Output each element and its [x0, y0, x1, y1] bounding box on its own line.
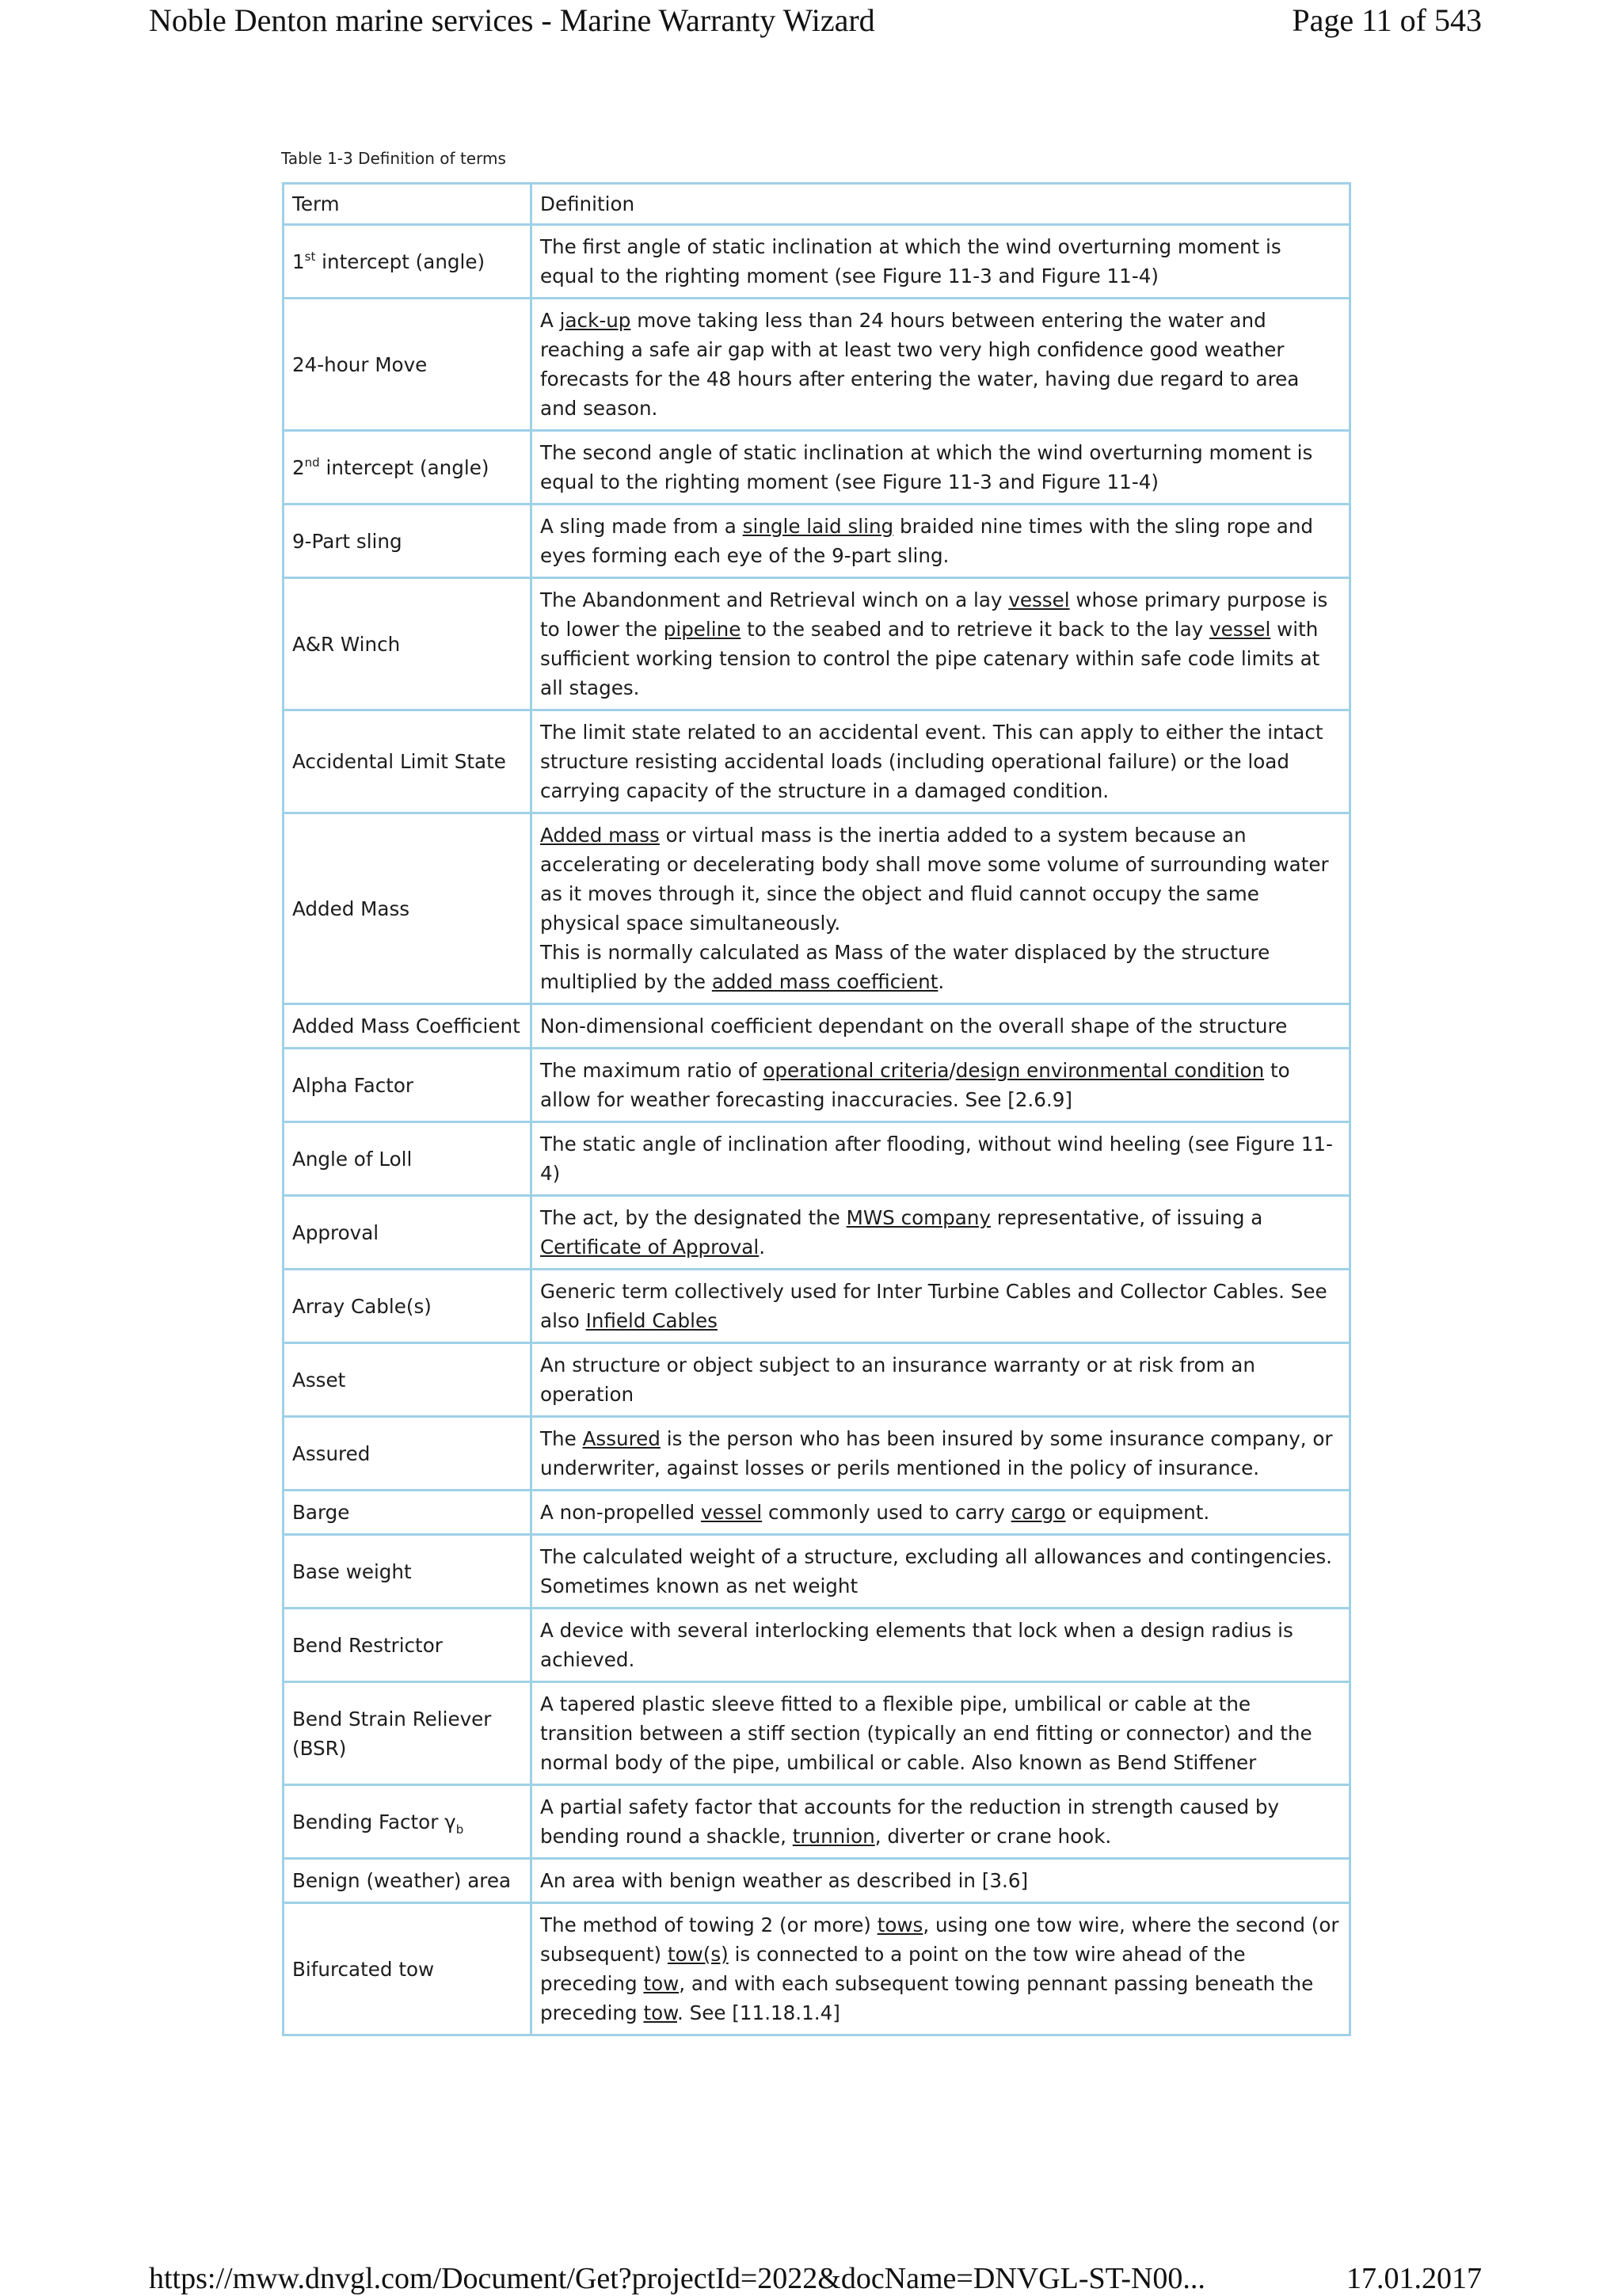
cross-reference-link[interactable]: Added mass [540, 824, 660, 847]
definition-cell [532, 1270, 1349, 1342]
text-segment: to the seabed and to retrieve it back to the lay [741, 618, 1210, 641]
text-segment: Added Mass [292, 897, 410, 920]
text-segment: A non-propelled [540, 1501, 701, 1524]
text-segment: The Abandonment and Retrieval winch on a lay [540, 588, 1009, 611]
text-segment: The limit state related to an accidental event. This can apply to either the intact structure resisting accidental loads (including operational failure) or the load carrying capacity of the structure in a damaged condition. [540, 721, 1323, 802]
cross-reference-link[interactable]: tow [643, 1972, 680, 1995]
cross-reference-link[interactable]: tow [643, 2001, 677, 2024]
footer-url: https://mww.dnvgl.com/Document/Get?projectId=2022&docName=DNVGL-ST-N00... [149, 2262, 1205, 2295]
text-segment: The method of towing 2 (or more) [540, 1913, 878, 1936]
table-row [284, 1491, 1349, 1533]
text-segment: . [759, 1236, 766, 1258]
definition-cell [532, 1860, 1349, 1902]
term-cell [284, 1609, 530, 1681]
text-segment: The static angle of inclination after flooding, without wind heeling (see Figure 11-4) [540, 1133, 1333, 1185]
text-segment: Alpha Factor [292, 1073, 414, 1097]
text-segment: Assured [292, 1441, 371, 1465]
term-cell [284, 1049, 530, 1121]
cross-reference-link[interactable]: trunnion [792, 1825, 875, 1848]
definition-cell [532, 1786, 1349, 1857]
definition-cell [532, 299, 1349, 429]
definition-cell [532, 579, 1349, 709]
cross-reference-link[interactable]: tow(s) [667, 1943, 729, 1966]
table-row [284, 1123, 1349, 1194]
subscript-text: b [455, 1822, 464, 1837]
term-cell [284, 1904, 530, 2034]
text-segment: Angle of Loll [292, 1147, 413, 1171]
definition-cell [532, 1123, 1349, 1194]
text-segment: A&R Winch [292, 632, 401, 656]
footer-date: 17.01.2017 [1346, 2262, 1482, 2295]
cross-reference-link[interactable]: MWS company [846, 1206, 991, 1229]
definition-table [282, 182, 1351, 2036]
text-segment: Barge [292, 1501, 350, 1524]
text-segment: The second angle of static inclination at which the wind overturning moment is equal to the righting moment (see Figure 11-3 and Figure 11-4) [540, 441, 1313, 493]
cross-reference-link[interactable]: Assured [582, 1427, 661, 1450]
term-cell [284, 226, 530, 297]
definition-table-body [284, 185, 1349, 2034]
cross-reference-link[interactable]: Infield Cables [585, 1309, 718, 1332]
text-segment: whose primary purpose is to lower the [540, 588, 1328, 641]
table-row [284, 711, 1349, 812]
term-cell [284, 432, 530, 503]
table-row [284, 1197, 1349, 1268]
definition-cell [532, 1418, 1349, 1489]
term-cell [284, 1536, 530, 1607]
text-segment: Non-dimensional coefficient dependant on the overall shape of the structure [540, 1015, 1288, 1038]
term-cell [284, 711, 530, 812]
definition-cell [532, 814, 1349, 1003]
definition-cell [532, 1491, 1349, 1533]
table-row [284, 814, 1349, 1003]
text-segment: The first angle of static inclination at which the wind overturning moment is equal to the righting moment (see Figure 11-3 and Figure 11-4) [540, 235, 1281, 287]
text-segment: A [540, 309, 560, 332]
definition-cell [532, 432, 1349, 503]
definition-cell [532, 1005, 1349, 1047]
table-caption: Table 1-3 Definition of terms [281, 149, 506, 168]
text-segment: The [540, 1427, 583, 1450]
definition-cell [532, 1536, 1349, 1607]
text-segment: An structure or object subject to an insurance warranty or at risk from an operation [540, 1354, 1255, 1406]
cross-reference-link[interactable]: vessel [1209, 618, 1271, 641]
text-segment: A tapered plastic sleeve fitted to a flexible pipe, umbilical or cable at the transition between a stiff section (typically an end fitting or connector) and the normal body of the pipe, umbilical or cable. Also known as Bend Stiffener [540, 1692, 1312, 1774]
text-segment: Bend Restrictor [292, 1633, 443, 1657]
text-segment: The maximum ratio of [540, 1059, 763, 1082]
table-row [284, 1786, 1349, 1857]
definition-cell [532, 1683, 1349, 1784]
text-segment: . [938, 970, 945, 993]
cross-reference-link[interactable]: jack-up [559, 309, 631, 332]
text-segment: Asset [292, 1368, 346, 1392]
term-cell [284, 1005, 530, 1047]
cross-reference-link[interactable]: design environmental condition [955, 1059, 1265, 1082]
cross-reference-link[interactable]: tows [877, 1913, 923, 1936]
text-segment: 2 [292, 455, 305, 479]
superscript-text: st [304, 249, 316, 264]
term-cell [284, 1123, 530, 1194]
cross-reference-link[interactable]: vessel [700, 1501, 763, 1524]
text-segment: is connected to a point on the tow wire ahead of the preceding [540, 1943, 1246, 1995]
text-segment: Array Cable(s) [292, 1294, 432, 1318]
term-cell [284, 814, 530, 1003]
text-segment: A partial safety factor that accounts for the reduction in strength caused by bending round a shackle, [540, 1795, 1280, 1848]
table-header-row [284, 185, 1349, 223]
text-segment: move taking less than 24 hours between entering the water and reaching a safe air gap with at least two very high confidence good weather forecasts for the 48 hours after entering the water, having due regard to area and season. [540, 309, 1300, 420]
text-segment: commonly used to carry [762, 1501, 1011, 1524]
definition-cell [532, 505, 1349, 577]
text-segment: Bifurcated tow [292, 1957, 435, 1981]
page-header [0, 0, 1622, 48]
term-cell [284, 1683, 530, 1784]
term-cell [284, 505, 530, 577]
table-row [284, 579, 1349, 709]
text-segment: , diverter or crane hook. [874, 1825, 1112, 1848]
table-row [284, 299, 1349, 429]
definition-cell [532, 226, 1349, 297]
term-cell [284, 1786, 530, 1857]
table-row [284, 432, 1349, 503]
text-segment: intercept (angle) [315, 249, 485, 273]
term-cell [284, 1344, 530, 1415]
text-segment: A device with several interlocking elements that lock when a design radius is achieved. [540, 1619, 1293, 1671]
header-title: Noble Denton marine services - Marine Warranty Wizard [149, 2, 875, 38]
definition-cell [532, 711, 1349, 812]
cross-reference-link[interactable]: vessel [1008, 588, 1070, 611]
term-cell [284, 1270, 530, 1342]
cross-reference-link[interactable]: pipeline [663, 618, 741, 641]
definition-cell [532, 1049, 1349, 1121]
text-segment: A sling made from a [540, 515, 743, 538]
table-row [284, 1344, 1349, 1415]
text-segment: braided nine times with the sling rope and eyes forming each eye of the 9-part sling. [540, 515, 1314, 567]
text-segment: to allow for weather forecasting inaccuracies. See [2.6.9] [540, 1059, 1290, 1111]
cross-reference-link[interactable]: operational criteria [763, 1059, 950, 1082]
text-segment: 24-hour Move [292, 352, 428, 376]
text-segment: with sufficient working tension to control the pipe catenary within safe code limits at all stages. [540, 618, 1320, 699]
text-segment: . See [11.18.1.4] [676, 2001, 840, 2024]
text-segment: 1 [292, 249, 305, 273]
table-row [284, 1418, 1349, 1489]
column-header-definition: Definition [532, 185, 1349, 223]
table-row [284, 1536, 1349, 1607]
cross-reference-link[interactable]: cargo [1011, 1501, 1066, 1524]
definition-cell [532, 1344, 1349, 1415]
superscript-text: nd [304, 455, 320, 470]
text-segment: This is normally calculated as Mass of the water displaced by the structure multiplied by the [540, 941, 1270, 993]
text-segment: Bend Strain Reliever (BSR) [292, 1707, 492, 1760]
definition-cell [532, 1609, 1349, 1681]
term-cell [284, 1860, 530, 1902]
page-number: Page 11 of 543 [1292, 2, 1482, 38]
text-segment: , and with each subsequent towing pennant passing beneath the preceding [540, 1972, 1314, 2024]
table-row [284, 1904, 1349, 2034]
column-header-term: Term [284, 185, 530, 223]
text-segment: The act, by the designated the [540, 1206, 847, 1229]
text-segment: Generic term collectively used for Inter Turbine Cables and Collector Cables. See also [540, 1280, 1327, 1332]
text-segment: Approval [292, 1220, 379, 1244]
table-row [284, 226, 1349, 297]
table-row [284, 1860, 1349, 1902]
term-cell [284, 1418, 530, 1489]
text-segment: Added Mass Coefficient [292, 1015, 520, 1038]
definition-cell [532, 1197, 1349, 1268]
cross-reference-link[interactable]: Certificate of Approval [540, 1236, 760, 1258]
text-segment: is the person who has been insured by some insurance company, or underwriter, against losses or perils mentioned in the policy of insurance. [540, 1427, 1333, 1479]
text-segment: intercept (angle) [319, 455, 489, 479]
table-row [284, 1049, 1349, 1121]
term-cell [284, 1491, 530, 1533]
text-segment: 9-Part sling [292, 529, 402, 553]
text-segment: or virtual mass is the inertia added to a system because an accelerating or decelerating body shall move some volume of surrounding water as it moves through it, since the object and fluid cannot occupy the same physical space simultaneously. [540, 824, 1329, 935]
term-cell [284, 299, 530, 429]
text-segment: Benign (weather) area [292, 1869, 512, 1892]
table-row [284, 1683, 1349, 1784]
text-segment: Base weight [292, 1559, 412, 1583]
text-segment: or equipment. [1065, 1501, 1210, 1524]
definition-cell [532, 1904, 1349, 2034]
table-row [284, 1270, 1349, 1342]
text-segment: Bending Factor γ [292, 1810, 456, 1833]
text-segment: Accidental Limit State [292, 750, 506, 773]
table-row [284, 1609, 1349, 1681]
text-segment: representative, of issuing a [990, 1206, 1263, 1229]
term-cell [284, 579, 530, 709]
cross-reference-link[interactable]: single laid sling [742, 515, 894, 538]
term-cell [284, 1197, 530, 1268]
page-footer [0, 2261, 1622, 2295]
text-segment: / [949, 1059, 956, 1082]
text-segment: , using one tow wire, where the second (or subsequent) [540, 1913, 1339, 1966]
text-segment: An area with benign weather as described in [3.6] [540, 1869, 1029, 1892]
table-row [284, 505, 1349, 577]
text-segment: The calculated weight of a structure, excluding all allowances and contingencies. Sometimes known as net weight [540, 1545, 1332, 1597]
cross-reference-link[interactable]: added mass coefficient [711, 970, 939, 993]
table-row [284, 1005, 1349, 1047]
